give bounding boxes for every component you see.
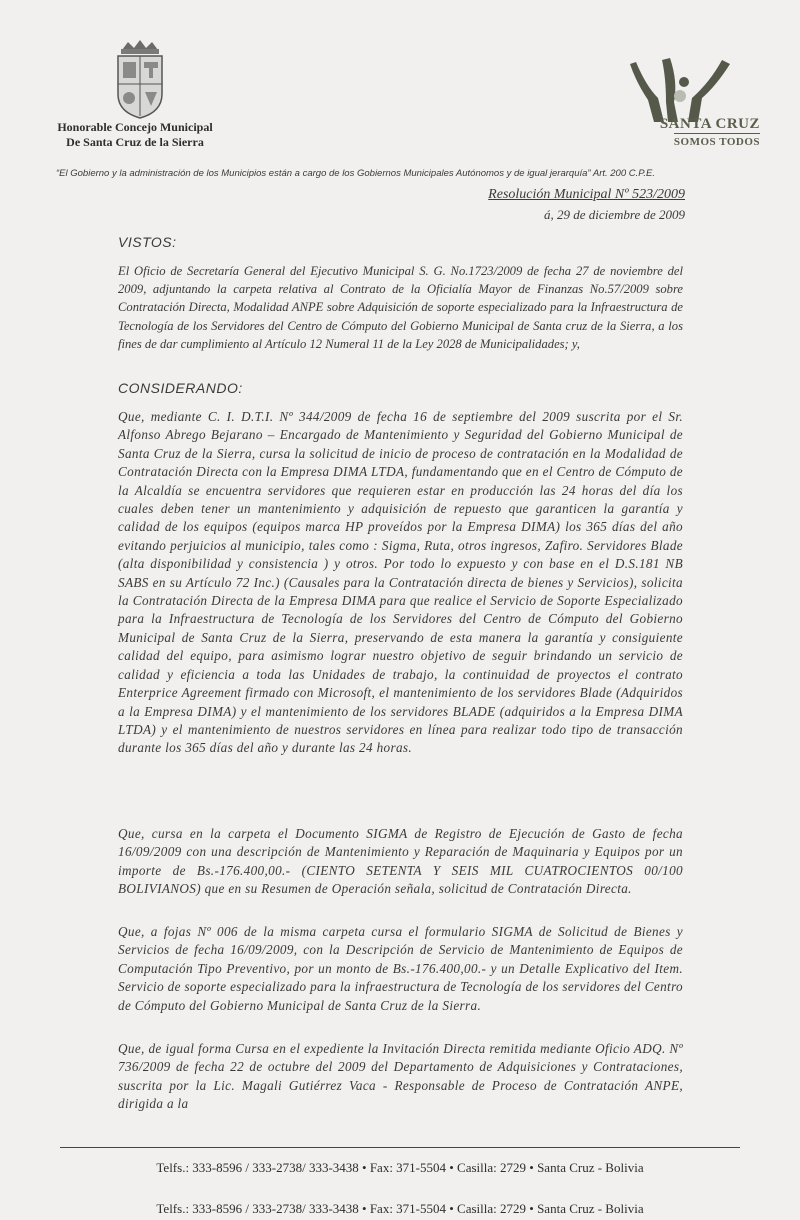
santa-cruz-figures-icon <box>618 52 738 124</box>
considerando-paragraph-1: Que, mediante C. I. D.T.I. Nº 344/2009 de fecha 16 de septiembre del 2009 suscrita por el Sr. Alfonso Abrego Bejarano – Encargado de Mantenimiento y Seguridad del Gobierno Municipal de Santa Cruz de la Sierra, cursa la solicitud de inicio de proceso de contratación en la Modalidad de Contratación Directa con la Empresa DIMA LTDA, fundamentando que en el Centro de Cómputo de la Alcaldía se encuentra servidores que requieren estar en producción las 24 horas del día los cuales deben tener un mantenimiento y adquisición de repuesto que garanticen la garantía y calidad de los equipos (equipos marca HP proveídos por la Empresa DIMA) los 365 días del año evitando perjuicios al municipio, tales como : Sigma, Ruta, otros ingresos, Zafiro. Servidores Blade (alta disponibilidad y consistencia ) y otros. Por todo lo expuesto y con base en el D.S.181 NB SABS en su Artículo 72 Inc.) (Causales para la Contratación directa de bienes y Servicios), solicita la Contratación Directa de la Empresa DIMA para que realice el Servicio de Soporte Especializado para la Infraestructura de Tecnología de los Servidores del Centro de Cómputo del Gobierno Municipal de Santa Cruz de la Sierra, preservando de esta manera la garantía y consiguiente calidad del equipo, para asimismo lograr nuestro objetivo de seguir brindando un servicio de calidad y eficiencia a toda las Unidades de trabajo, la continuidad de proyectos el contrato Enterprice Agreement firmado con Microsoft, el mantenimiento de los servidores Blade (Adquiridos a la Empresa DIMA) y el mantenimiento de los servidores BLADE (adquiridos a la Empresa DIMA LTDA) y el mantenimiento de nuestros servidores en línea para realizar todo tipo de transacción durante los 365 días del año y durante las 24 horas. <box>118 409 683 756</box>
vistos-heading: VISTOS: <box>118 234 177 250</box>
footer-contact: Telfs.: 333-8596 / 333-2738/ 333-3438 • Fax: 371-5504 • Casilla: 2729 • Santa Cruz - Bolivia <box>156 1160 644 1175</box>
considerando-heading: CONSIDERANDO: <box>118 380 243 396</box>
council-name <box>40 120 230 150</box>
constitution-quote: “El Gobierno y la administración de los Municipios están a cargo de los Gobiernos Municipales Autónomos y de igual jerarquía” Art. 200 C.P.E. <box>56 168 655 179</box>
santa-cruz-brand <box>600 116 760 150</box>
footer-divider <box>60 1147 740 1148</box>
footer-contact-repeat: Telfs.: 333-8596 / 333-2738/ 333-3438 • Fax: 371-5504 • Casilla: 2729 • Santa Cruz - Bolivia <box>156 1201 644 1216</box>
resolution-title: Resolución Municipal Nº 523/2009 <box>488 187 685 202</box>
considerando-paragraph-4: Que, de igual forma Cursa en el expediente la Invitación Directa remitida mediante Oficio ADQ. Nº 736/2009 de fecha 22 de octubre del 2009 del Departamento de Adquisiciones y Contrataciones, suscrita por la Lic. Magali Gutiérrez Vaca - Responsable de Proceso de Contratación ANPE, dirigida a la <box>118 1041 683 1112</box>
municipal-crest-icon <box>112 36 168 120</box>
resolution-date: á, 29 de diciembre de 2009 <box>543 207 685 222</box>
brand-slogan: SOMOS TODOS <box>674 133 760 149</box>
brand-name: SANTA CRUZ <box>659 116 760 132</box>
vistos-paragraph: El Oficio de Secretaría General del Ejecutivo Municipal S. G. No.1723/2009 de fecha 27 de noviembre del 2009, adjuntando la carpeta relativa al Contrato de la Oficialía Mayor de Finanzas No.57/2009 sobre Contratación Directa, Modalidad ANPE sobre Adquisición de soporte especializado para la Infraestructura de Tecnología de los Servidores del Centro de Cómputo del Gobierno Municipal de Santa cruz de la Sierra, a los fines de dar cumplimiento al Artículo 12 Numeral 11 de la Ley 2028 de Municipalidades; y, <box>118 264 683 351</box>
council-line-2: De Santa Cruz de la Sierra <box>66 135 204 149</box>
considerando-paragraph-2: Que, cursa en la carpeta el Documento SIGMA de Registro de Ejecución de Gasto de fecha 16/09/2009 con una descripción de Mantenimiento y Reparación de Maquinaria y Equipos por un importe de Bs.-176.400,00.- (CIENTO SETENTA Y SEIS MIL CUATROCIENTOS 00/100 BOLIVIANOS) que en su Resumen de Operación señala, solicitud de Contratación Directa. <box>118 826 683 897</box>
council-line-1: Honorable Concejo Municipal <box>57 120 213 134</box>
considerando-paragraph-3: Que, a fojas Nº 006 de la misma carpeta cursa el formulario SIGMA de Solicitud de Bienes y Servicios de fecha 16/09/2009, con la Descripción de Servicio de Mantenimiento de Equipos de Computación Tipo Preventivo, por un monto de Bs.-176.400,00.- y un Detalle Explicativo del Item. Servicio de soporte especializado para la infraestructura de Tecnología de los servidores del Centro de Cómputo del Gobierno Municipal de Santa Cruz de la Sierra. <box>118 924 684 1013</box>
